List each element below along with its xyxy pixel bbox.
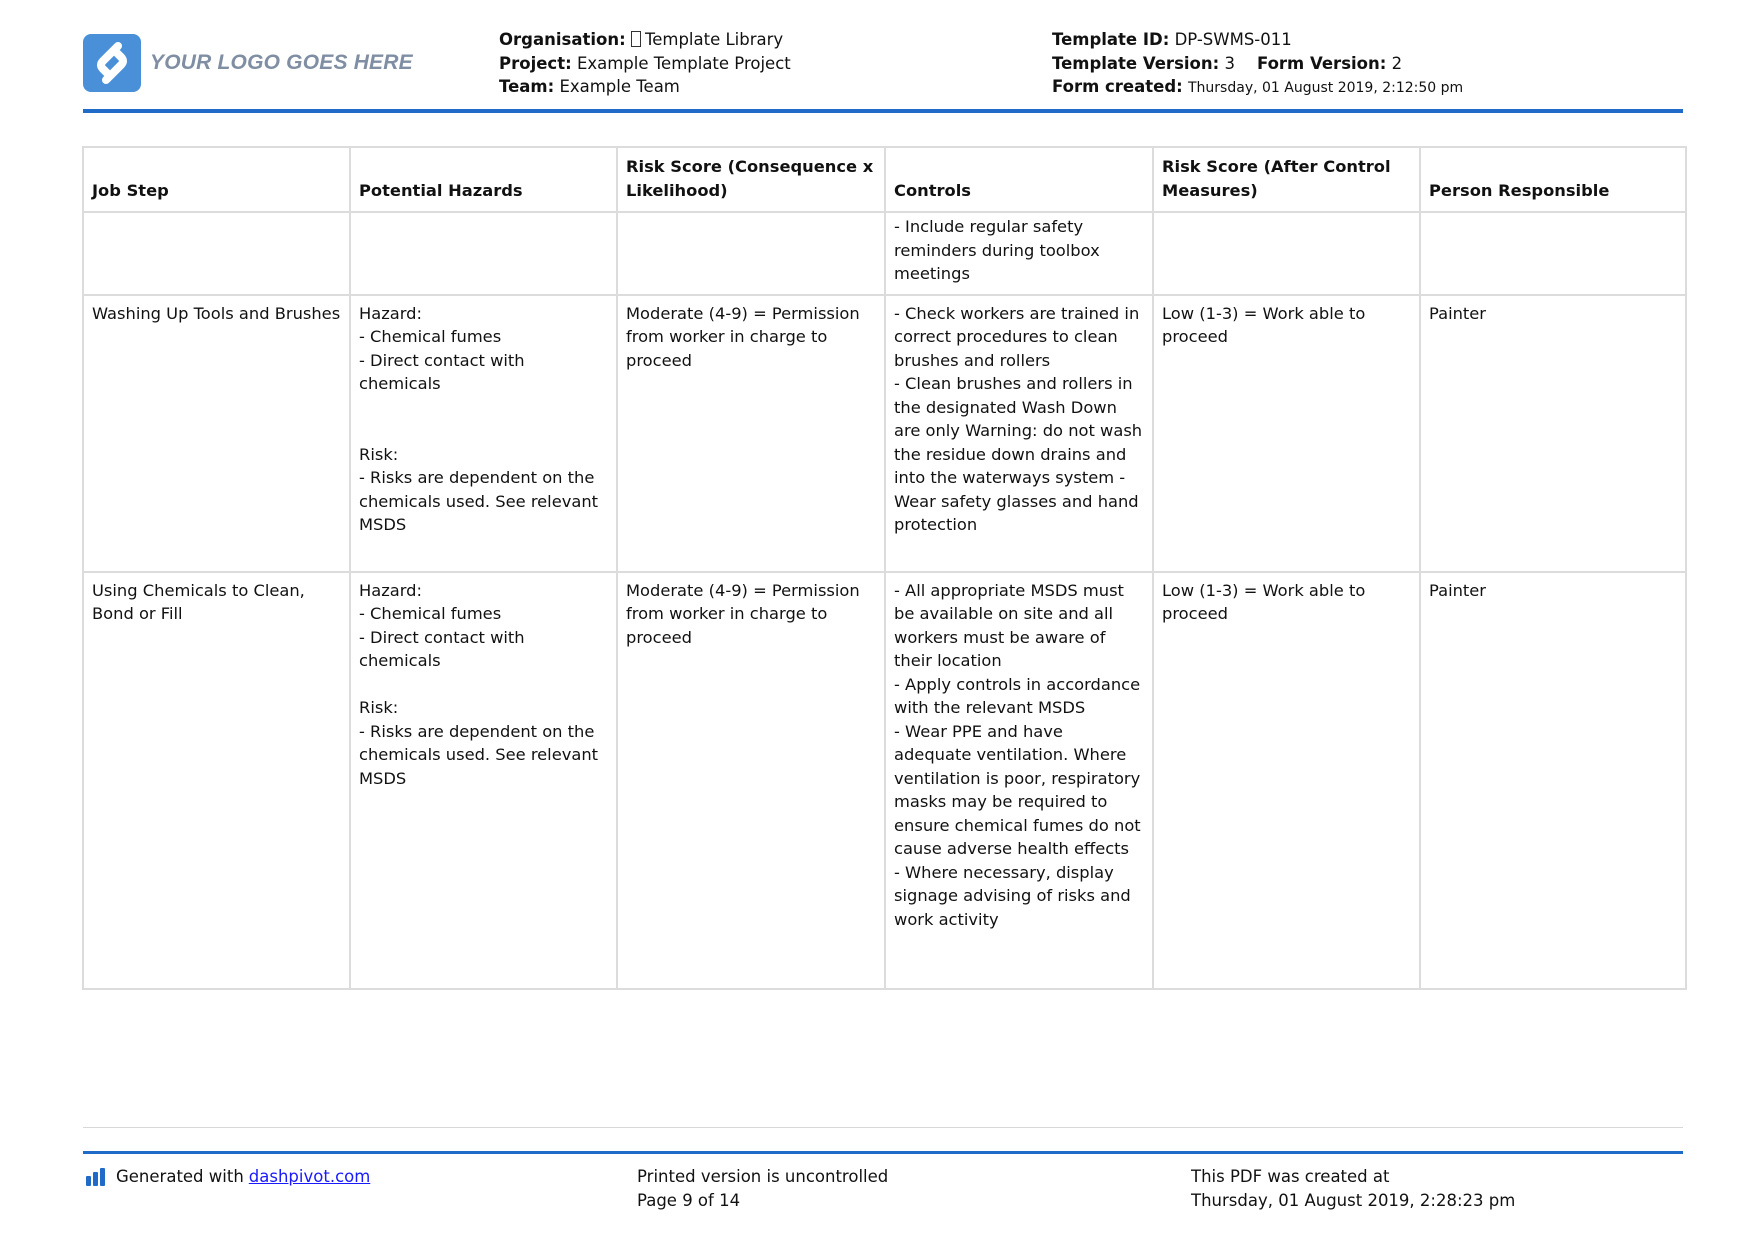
risk-after-cell — [1153, 212, 1420, 295]
form-version-value: 2 — [1391, 53, 1403, 73]
template-version-value: 3 — [1224, 53, 1235, 73]
uncontrolled-notice: Printed version is uncontrolled — [637, 1167, 889, 1186]
risk-score-cell: Moderate (4-9) = Permission from worker in charge to proceed — [617, 295, 885, 572]
column-header-controls: Controls — [885, 147, 1153, 212]
controls-cell: - All appropriate MSDS must be available on site and all workers must be aware of their location - Apply controls in accordance with the relevant MSDS - Wear PPE and have adequate ventilation. Where ventilation is poor, respiratory masks may be required to ensure chemical fumes do not cause adverse health effects - Where necessary, display signage advising of risks and work activity — [885, 572, 1153, 989]
generated-with — [86, 1165, 370, 1189]
team-value: Example Team — [559, 77, 680, 96]
dashpivot-link[interactable]: dashpivot.com — [248, 1167, 371, 1186]
generated-prefix: Generated with — [116, 1167, 244, 1186]
organisation-value: Template Library — [644, 30, 784, 49]
hazards-cell: Hazard: - Chemical fumes - Direct contact with chemicals Risk: - Risks are dependent on the chemicals used. See relevant MSDS — [350, 295, 617, 572]
table-header-row — [83, 147, 1686, 212]
job-step-cell: Using Chemicals to Clean, Bond or Fill — [83, 572, 350, 989]
column-header-job-step: Job Step — [83, 147, 350, 212]
version-line: Template Version: 3 Form Version: 2 — [1052, 53, 1403, 73]
form-created-line: Form created: Thursday, 01 August 2019, 2:12:50 pm — [1052, 77, 1464, 96]
risk-after-cell: Low (1-3) = Work able to proceed — [1153, 295, 1420, 572]
pdf-created-label: This PDF was created at — [1191, 1167, 1390, 1186]
hazards-cell: Hazard: - Chemical fumes - Direct contact with chemicals Risk: - Risks are dependent on the chemicals used. See relevant MSDS — [350, 572, 617, 989]
job-step-cell: Washing Up Tools and Brushes — [83, 295, 350, 572]
hazards-cell — [350, 212, 617, 295]
person-cell — [1420, 212, 1686, 295]
project-line: Project: Example Template Project — [499, 53, 791, 73]
bar-chart-icon — [86, 1168, 108, 1186]
pdf-created-timestamp: Thursday, 01 August 2019, 2:28:23 pm — [1191, 1190, 1516, 1210]
pdf-created — [1191, 1165, 1515, 1212]
template-meta — [1052, 28, 1463, 101]
header-divider — [83, 109, 1683, 113]
page-number: Page 9 of 14 — [637, 1190, 741, 1210]
column-header-potential-hazards: Potential Hazards — [350, 147, 617, 212]
print-notice — [637, 1165, 888, 1212]
controls-cell: - Include regular safety reminders during toolbox meetings — [885, 212, 1153, 295]
footer-divider — [83, 1151, 1683, 1154]
controls-cell: - Check workers are trained in correct procedures to clean brushes and rollers - Clean brushes and rollers in the designated Wash Down are only Warning: do not wash the residue down drains and into the waterways system - Wear safety glasses and hand protection — [885, 295, 1153, 572]
organisation-line: Organisation: Template Library — [499, 30, 784, 49]
column-header-person-responsible: Person Responsible — [1420, 147, 1686, 212]
project-meta — [499, 28, 791, 99]
logo-text: YOUR LOGO GOES HERE — [150, 51, 413, 74]
table-row — [83, 295, 1686, 572]
project-value: Example Template Project — [576, 53, 791, 73]
missing-glyph-icon — [631, 31, 641, 47]
person-cell: Painter — [1420, 295, 1686, 572]
document-header — [83, 28, 1683, 112]
footer-separator — [83, 1127, 1683, 1128]
risk-score-cell — [617, 212, 885, 295]
company-logo — [83, 34, 413, 92]
logo-icon — [83, 34, 141, 92]
job-step-cell — [83, 212, 350, 295]
swms-table — [82, 146, 1687, 990]
team-line: Team: Example Team — [499, 77, 680, 96]
column-header-risk-score-after: Risk Score (After Control Measures) — [1153, 147, 1420, 212]
template-id-value: DP-SWMS-011 — [1174, 30, 1292, 49]
risk-after-cell: Low (1-3) = Work able to proceed — [1153, 572, 1420, 989]
column-header-risk-score: Risk Score (Consequence x Likelihood) — [617, 147, 885, 212]
form-created-value: Thursday, 01 August 2019, 2:12:50 pm — [1188, 80, 1464, 96]
table-row — [83, 212, 1686, 295]
template-id-line: Template ID: DP-SWMS-011 — [1052, 30, 1292, 49]
risk-score-cell: Moderate (4-9) = Permission from worker in charge to proceed — [617, 572, 885, 989]
person-cell: Painter — [1420, 572, 1686, 989]
table-row — [83, 572, 1686, 989]
